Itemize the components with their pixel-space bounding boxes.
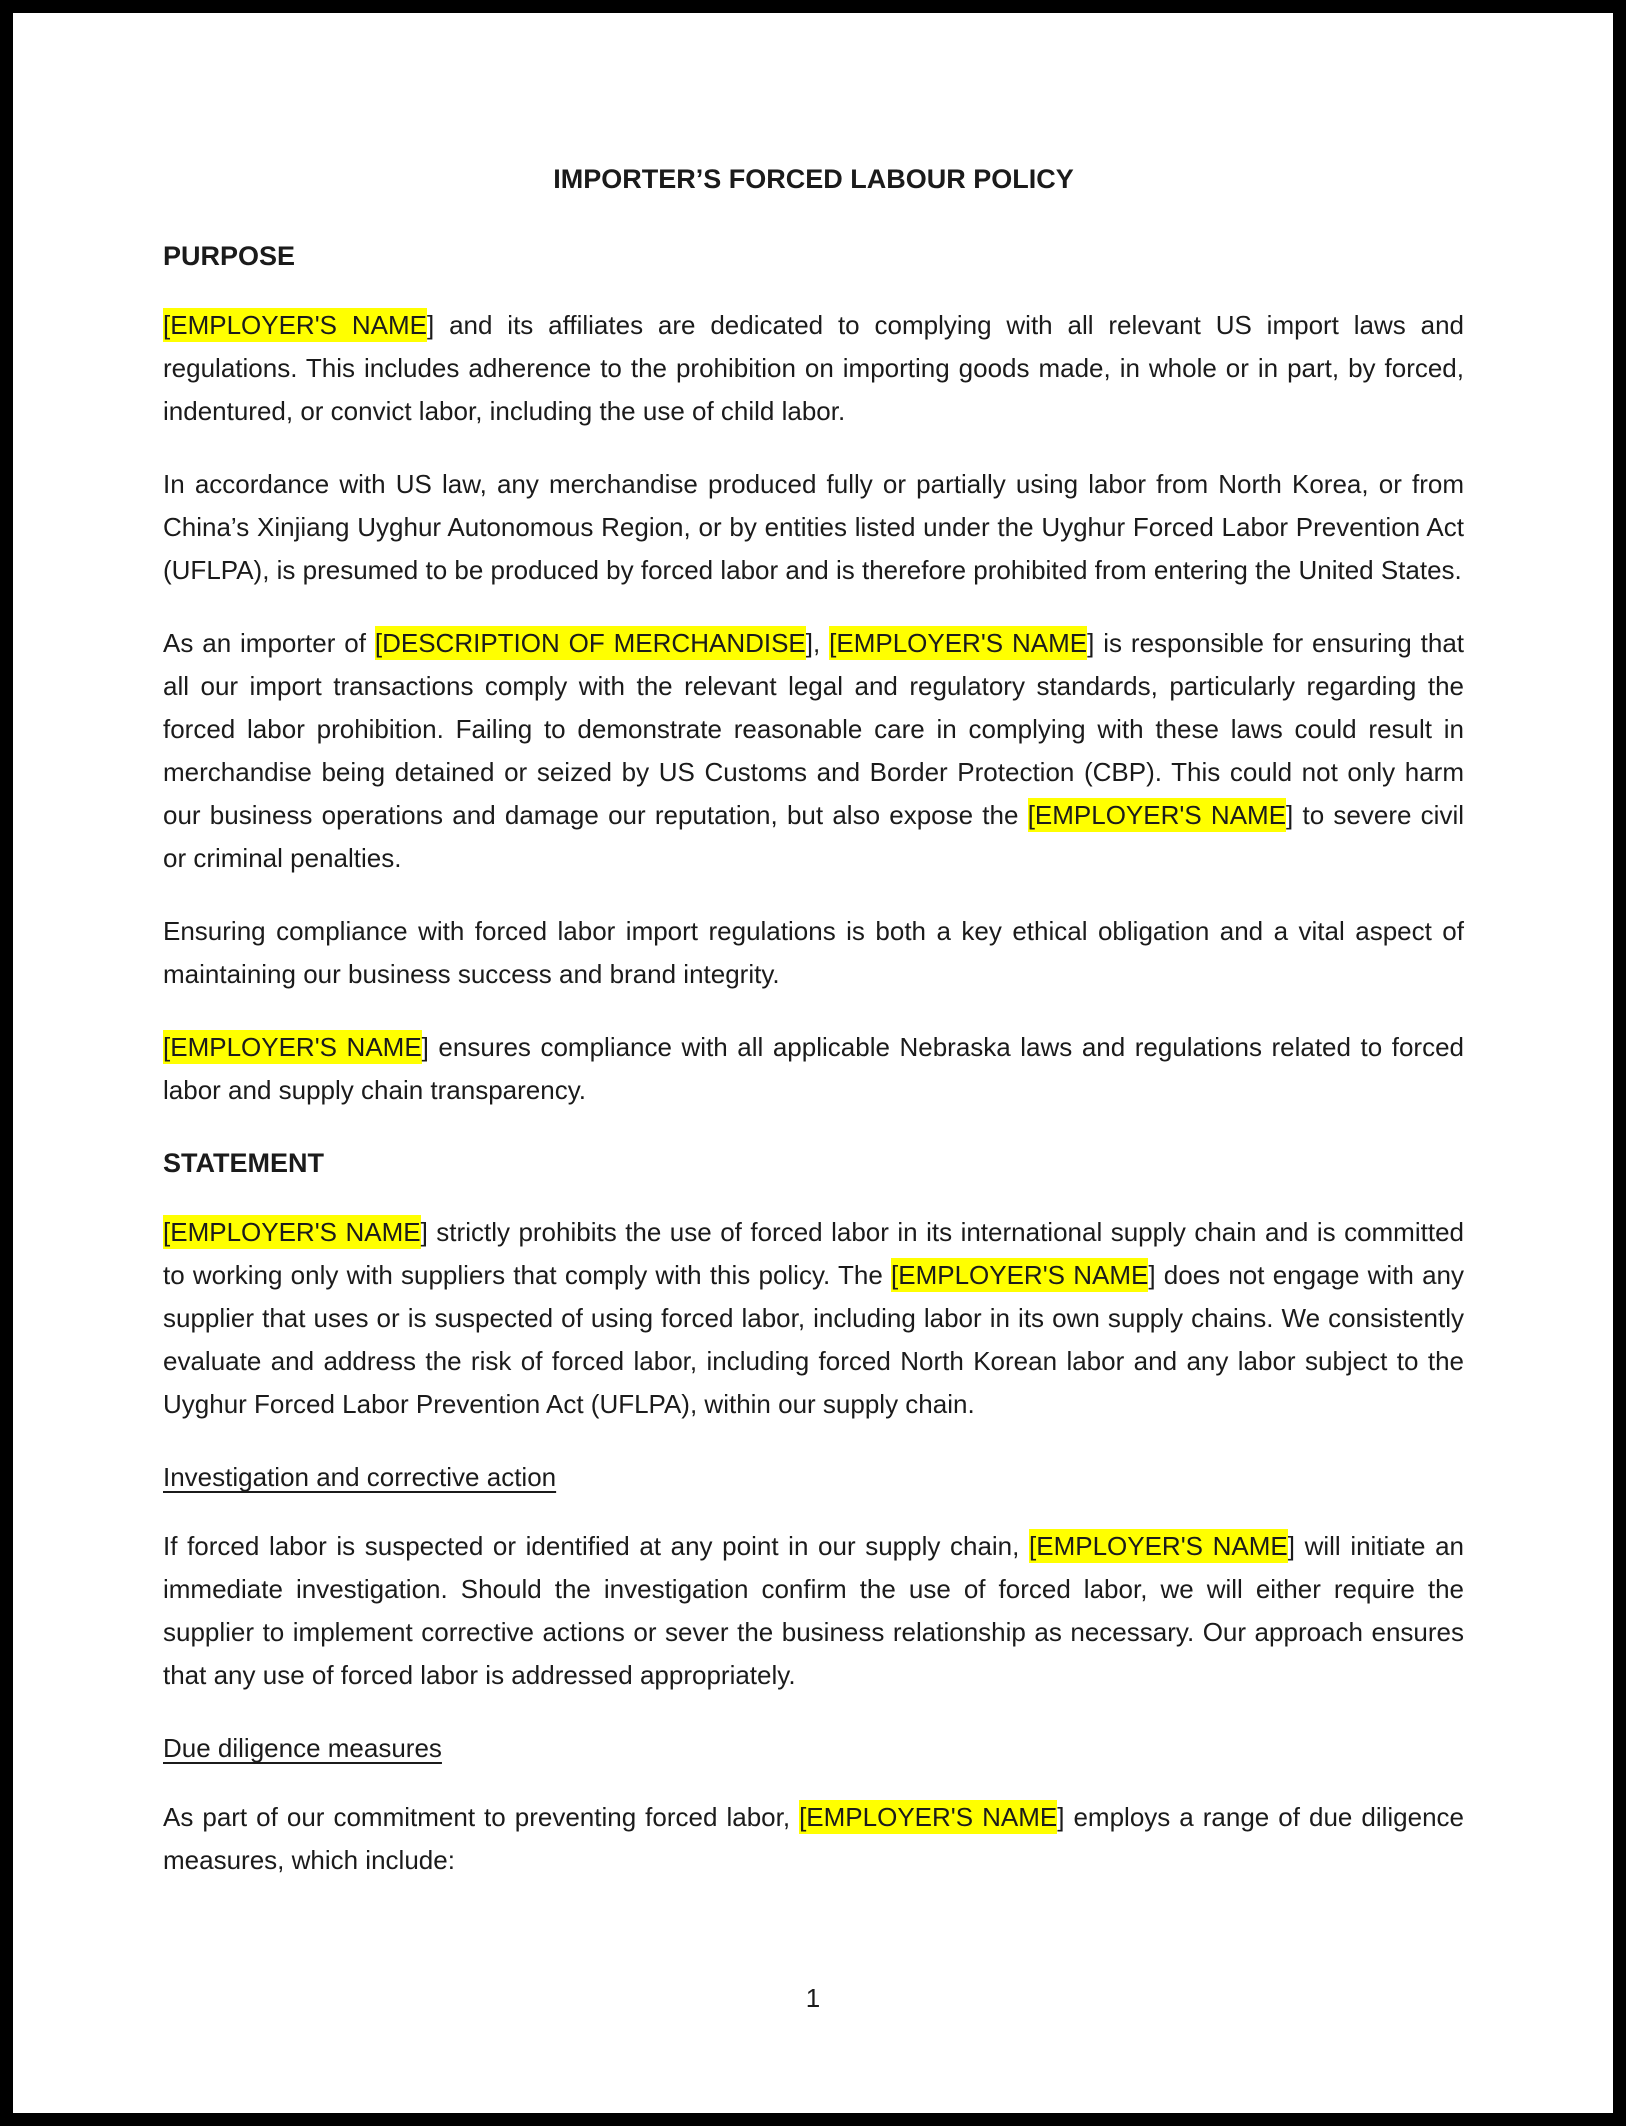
- placeholder-highlight: [EMPLOYER'S NAME: [163, 1032, 422, 1062]
- text-run: As an importer of: [163, 628, 375, 658]
- text-run: ] strictly prohibits the use of forced labor in its international supply chain and is committed to working only with suppliers that comply with this policy. The: [163, 1217, 1464, 1290]
- text-run: ] is responsible for ensuring that all our import transactions comply with the relevant legal and regulatory standards, particularly regarding the forced labor prohibition. Failing to demonstrate reasonable care in complying with these laws could result in merchandise being detained or seized by US Customs and Border Protection (CBP). This could not only harm our business operations and damage our reputation, but also expose the: [163, 628, 1465, 830]
- text-run: ] to severe civil or criminal penalties.: [163, 800, 1464, 873]
- placeholder-highlight: [EMPLOYER'S NAME: [799, 1802, 1058, 1832]
- paragraph: [163, 463, 1464, 592]
- paragraph: [163, 304, 1464, 433]
- page-number: 1: [805, 1983, 821, 2013]
- text-run: STATEMENT: [163, 1148, 324, 1178]
- placeholder-highlight: [EMPLOYER'S NAME: [1027, 800, 1287, 830]
- paragraph: [163, 910, 1464, 996]
- document-body: [163, 235, 1464, 1882]
- placeholder-highlight: [DESCRIPTION OF MERCHANDISE: [374, 628, 806, 658]
- placeholder-highlight: [EMPLOYER'S NAME: [163, 310, 427, 340]
- document-title: IMPORTER’S FORCED LABOUR POLICY: [553, 164, 1074, 194]
- paragraph: [163, 1026, 1464, 1112]
- text-run: ] will initiate an immediate investigation. Should the investigation confirm the use of forced labor, we will either require the supplier to implement corrective actions or sever the business relationship as necessary. Our approach ensures that any use of forced labor is addressed appropriately.: [163, 1531, 1465, 1690]
- text-run: As part of our commitment to preventing forced labor,: [163, 1802, 800, 1832]
- placeholder-highlight: [EMPLOYER'S NAME: [163, 1217, 421, 1247]
- text-run: Due diligence measures: [163, 1733, 442, 1763]
- text-run: Ensuring compliance with forced labor import regulations is both a key ethical obligation and a vital aspect of maintaining our business success and brand integrity.: [163, 916, 1464, 989]
- document-content: [13, 13, 1613, 1912]
- subsection-heading: [163, 1727, 1464, 1770]
- text-run: ],: [805, 628, 830, 658]
- placeholder-highlight: [EMPLOYER'S NAME: [1029, 1531, 1288, 1561]
- text-run: ] does not engage with any supplier that uses or is suspected of using forced labor, including labor in its own supply chains. We consistently evaluate and address the risk of forced labor, including forced North Korean labor and any labor subject to the Uyghur Forced Labor Prevention Act (UFLPA), within our supply chain.: [163, 1260, 1465, 1419]
- paragraph: [163, 1211, 1464, 1426]
- text-run: If forced labor is suspected or identified at any point in our supply chain,: [163, 1531, 1029, 1561]
- text-run: Investigation and corrective action: [163, 1462, 557, 1492]
- text-run: ] employs a range of due diligence measures, which include:: [163, 1802, 1465, 1875]
- section-heading: [163, 1142, 1464, 1185]
- text-run: ] ensures compliance with all applicable Nebraska laws and regulations related to forced labor and supply chain transparency.: [163, 1032, 1464, 1105]
- text-run: PURPOSE: [163, 241, 296, 271]
- subsection-heading: [163, 1456, 1464, 1499]
- paragraph: [163, 1525, 1464, 1697]
- text-run: ] and its affiliates are dedicated to complying with all relevant US import laws and regulations. This includes adherence to the prohibition on importing goods made, in whole or in part, by forced, indentured, or convict labor, including the use of child labor.: [163, 310, 1465, 426]
- section-heading: [163, 235, 1464, 278]
- text-run: In accordance with US law, any merchandise produced fully or partially using labor from North Korea, or from China’s Xinjiang Uyghur Autonomous Region, or by entities listed under the Uyghur Forced Labor Prevention Act (UFLPA), is presumed to be produced by forced labor and is therefore prohibited from entering the United States.: [163, 469, 1464, 585]
- paragraph: [163, 1796, 1464, 1882]
- placeholder-highlight: [EMPLOYER'S NAME: [891, 1260, 1149, 1290]
- placeholder-highlight: [EMPLOYER'S NAME: [829, 628, 1088, 658]
- paragraph: [163, 622, 1464, 880]
